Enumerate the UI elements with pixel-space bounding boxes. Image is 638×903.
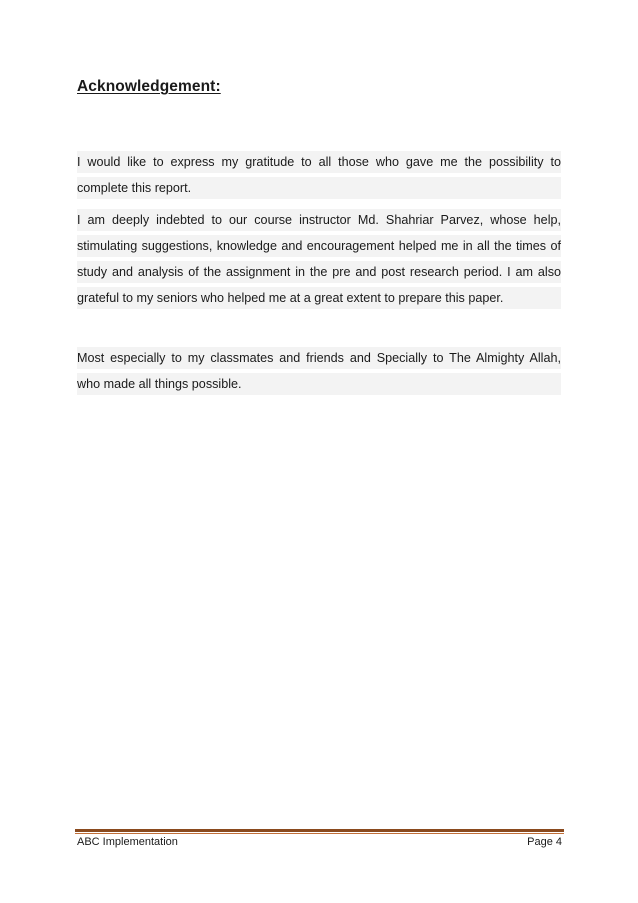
footer-divider [75, 829, 564, 832]
paragraph-line: complete this report. [77, 177, 561, 199]
section-heading: Acknowledgement: [77, 78, 221, 95]
paragraph-instructor [77, 209, 561, 313]
paragraph-line: who made all things possible. [77, 373, 561, 395]
footer-title: ABC Implementation [77, 836, 178, 848]
paragraph-gratitude [77, 151, 561, 203]
footer-divider-thin [75, 833, 564, 834]
page-number: Page 4 [527, 836, 562, 848]
paragraph-line: Most especially to my classmates and friends and Specially to The Almighty Allah, [77, 347, 561, 369]
page-footer [77, 836, 562, 848]
paragraph-line: study and analysis of the assignment in the pre and post research period. I am also [77, 261, 561, 283]
paragraph-line: I would like to express my gratitude to all those who gave me the possibility to [77, 151, 561, 173]
paragraph-line: grateful to my seniors who helped me at a great extent to prepare this paper. [77, 287, 561, 309]
paragraph-line: stimulating suggestions, knowledge and encouragement helped me in all the times of [77, 235, 561, 257]
paragraph-line: I am deeply indebted to our course instructor Md. Shahriar Parvez, whose help, [77, 209, 561, 231]
paragraph-classmates [77, 347, 561, 399]
